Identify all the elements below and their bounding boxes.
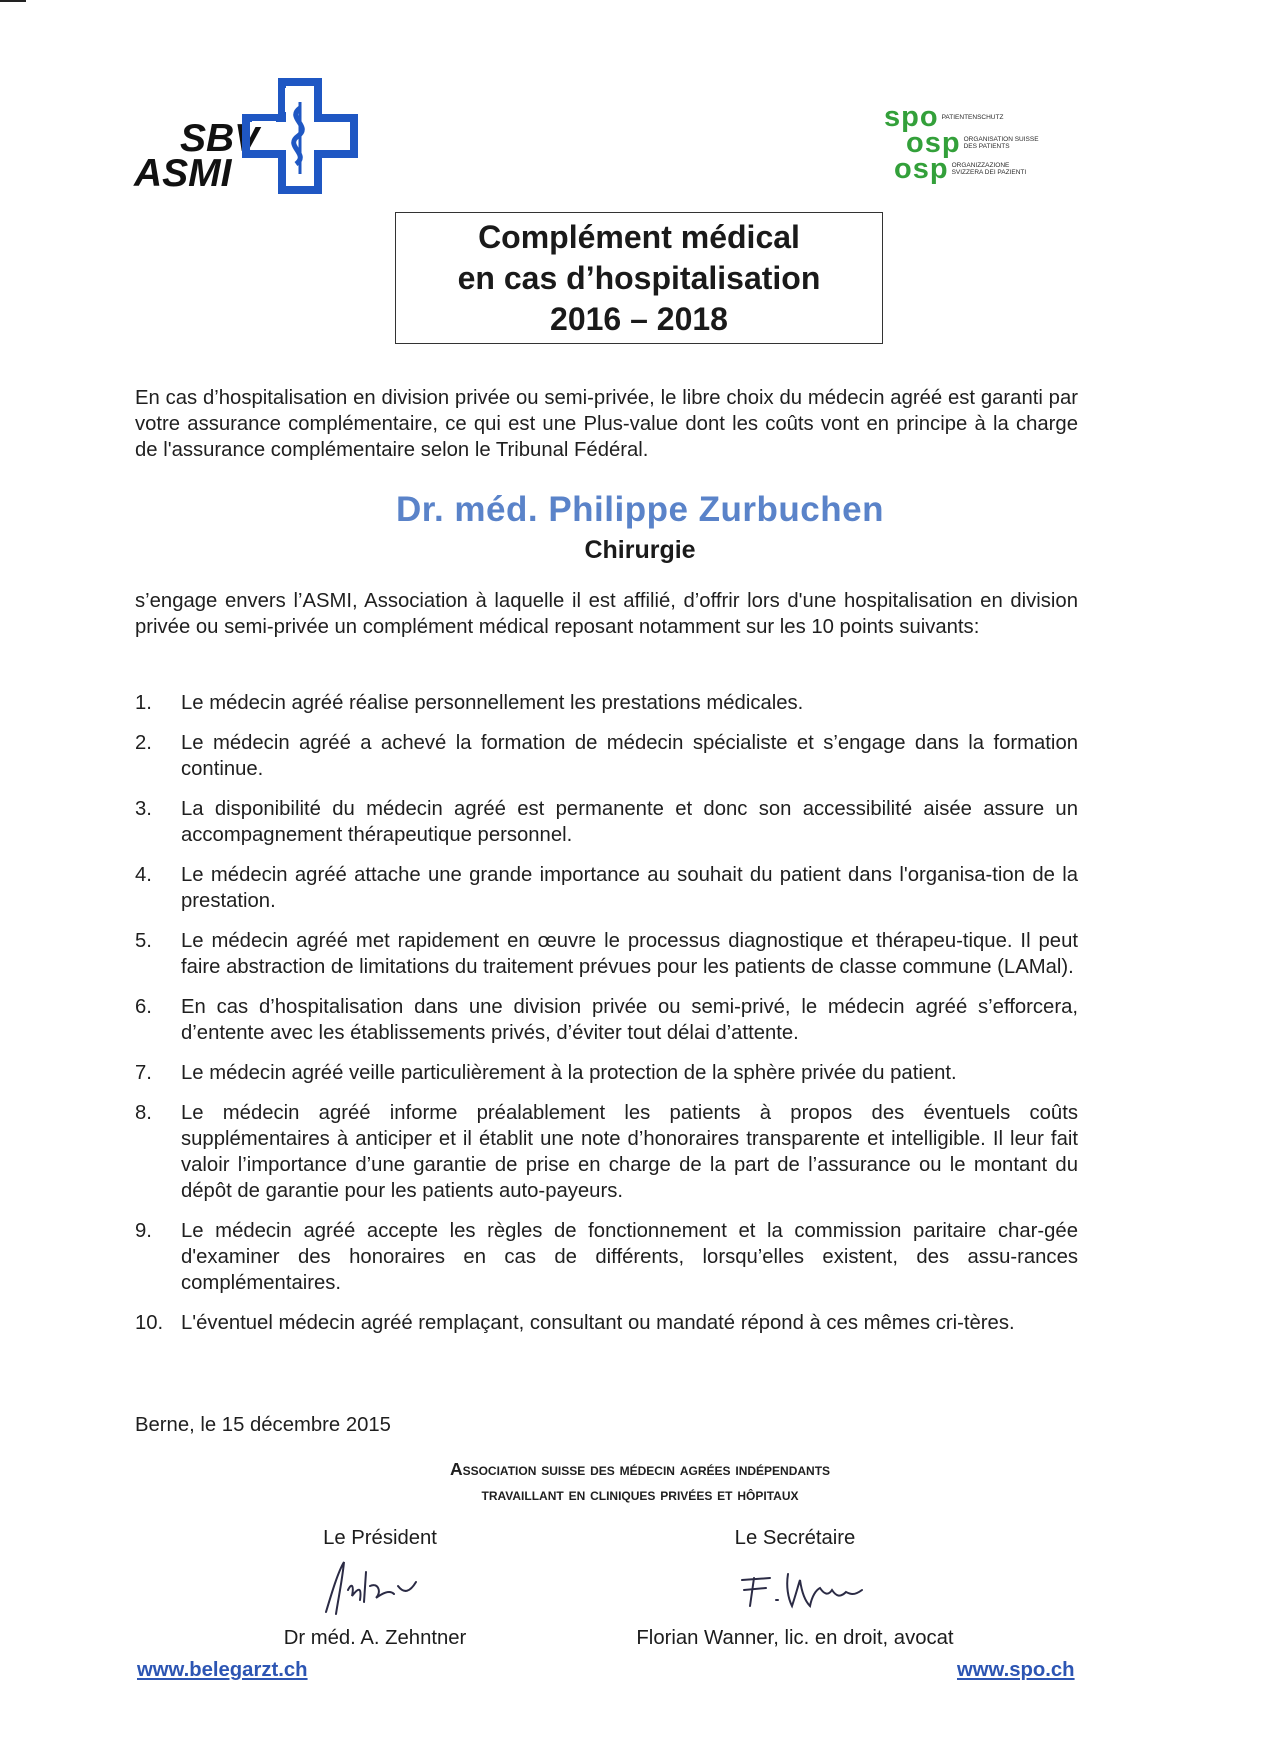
list-item [135, 730, 1078, 782]
point-number: 4. [135, 864, 152, 886]
document-title-box [395, 212, 883, 344]
swiss-cross-icon [242, 78, 360, 196]
point-number: 5. [135, 930, 152, 952]
point-number: 10. [135, 1312, 164, 1334]
point-number: 2. [135, 732, 152, 754]
spo-link[interactable]: www.spo.ch [957, 1659, 1075, 1681]
point-text: En cas d’hospitalisation dans une division privée ou semi-privé, le médecin agréé s’efforcera, d’entente avec les établissements privés, d’éviter tout délai d’attente. [181, 996, 1078, 1044]
president-signature-image [318, 1552, 428, 1622]
point-text: Le médecin agréé attache une grande importance au souhait du patient dans l'organisa-tion de la prestation. [181, 864, 1078, 912]
osp-subtitle-it: ORGANIZZAZIONE SVIZZERA DEI PAZIENTI [951, 162, 1027, 176]
osp-word-it: osp [894, 153, 949, 185]
points-list [135, 690, 1078, 1350]
point-text: Le médecin agréé met rapidement en œuvre le processus diagnostique et thérapeu-tique. Il peut faire abstraction de limitations du traitement prévues pour les patients de classe commune (LAMal). [181, 930, 1078, 978]
title-line-2: en cas d’hospitalisation [457, 259, 821, 296]
spo-osp-logo [884, 101, 1084, 190]
point-text: Le médecin agréé réalise personnellement les prestations médicales. [181, 692, 804, 714]
title-line-3: 2016 – 2018 [550, 300, 728, 337]
secretary-role: Le Secrétaire [734, 1527, 856, 1549]
point-number: 8. [135, 1102, 152, 1124]
osp-subtitle-fr: ORGANISATION SUISSE DES PATIENTS [963, 136, 1039, 150]
logo-text-sbv: SBV [180, 117, 261, 160]
sbv-asmi-logo [134, 78, 364, 198]
point-text: L'éventuel médecin agréé remplaçant, consultant ou mandaté répond à ces mêmes cri-tères. [181, 1312, 1015, 1334]
spo-word: spo [884, 101, 939, 133]
president-role: Le Président [323, 1527, 437, 1549]
list-item [135, 1060, 1078, 1086]
list-item [135, 1218, 1078, 1296]
point-text: Le médecin agréé informe préalablement les patients à propos des éventuels coûts supplémentaires à anticiper et il établit une note d’honoraires transparente et intelligible. Il leur fait valoir l’importance d’une garantie de prise en charge de la part de l’assurance ou le montant du dépôt de garantie pour les patients auto-payeurs. [181, 1102, 1078, 1202]
list-item [135, 928, 1078, 980]
point-text: Le médecin agréé a achevé la formation de médecin spécialiste et s’engage dans la formation continue. [181, 732, 1078, 780]
logo-text-asmi: ASMI [134, 152, 232, 195]
president-name: Dr méd. A. Zehntner [283, 1627, 467, 1649]
engagement-paragraph: s’engage envers l’ASMI, Association à laquelle il est affilié, d’offrir lors d'une hospitalisation en division privée ou semi-privée un complément médical reposant notamment sur les 10 points suivants: [135, 590, 1078, 638]
osp-row-it [894, 153, 1042, 185]
organization-line-2: travaillant en cliniques privées et hôpitaux [481, 1484, 799, 1504]
list-item [135, 1100, 1078, 1204]
point-number: 3. [135, 798, 152, 820]
place-date: Berne, le 15 décembre 2015 [135, 1414, 391, 1436]
title-line-1: Complément médical [478, 218, 800, 255]
point-number: 9. [135, 1220, 152, 1242]
scan-corner-mark [0, 0, 26, 2]
point-text: Le médecin agréé accepte les règles de fonctionnement et la commission paritaire char-gée d'examiner des honoraires en cas de différents, lorsqu’elles existent, des assu-rances complémentaires. [181, 1220, 1078, 1294]
list-item [135, 796, 1078, 848]
point-number: 1. [135, 692, 152, 714]
intro-paragraph: En cas d’hospitalisation en division privée ou semi-privée, le libre choix du médecin agréé est garanti par votre assurance complémentaire, ce qui est une Plus-value dont les coûts vont en principe à la charge de l'assurance complémentaire selon le Tribunal Fédéral. [135, 387, 1078, 461]
list-item [135, 994, 1078, 1046]
doctor-name: Dr. méd. Philippe Zurbuchen [396, 490, 884, 529]
spo-subtitle: PATIENTENSCHUTZ [941, 113, 1004, 121]
secretary-name: Florian Wanner, lic. en droit, avocat [636, 1627, 954, 1649]
list-item [135, 690, 1078, 716]
list-item [135, 1310, 1078, 1336]
point-text: Le médecin agréé veille particulièrement à la protection de la sphère privée du patient. [181, 1062, 957, 1084]
organization-line-1: Association suisse des médecin agrées indépendants [449, 1459, 831, 1479]
osp-word: osp [906, 127, 961, 159]
point-number: 7. [135, 1062, 152, 1084]
point-text: La disponibilité du médecin agréé est permanente et donc son accessibilité aisée assure un accompagnement thérapeutique personnel. [181, 798, 1078, 846]
list-item [135, 862, 1078, 914]
belegarzt-link[interactable]: www.belegarzt.ch [137, 1659, 308, 1681]
organization-name [135, 1457, 1145, 1507]
point-number: 6. [135, 996, 152, 1018]
doctor-specialty: Chirurgie [584, 536, 696, 564]
secretary-signature-image [736, 1566, 876, 1616]
